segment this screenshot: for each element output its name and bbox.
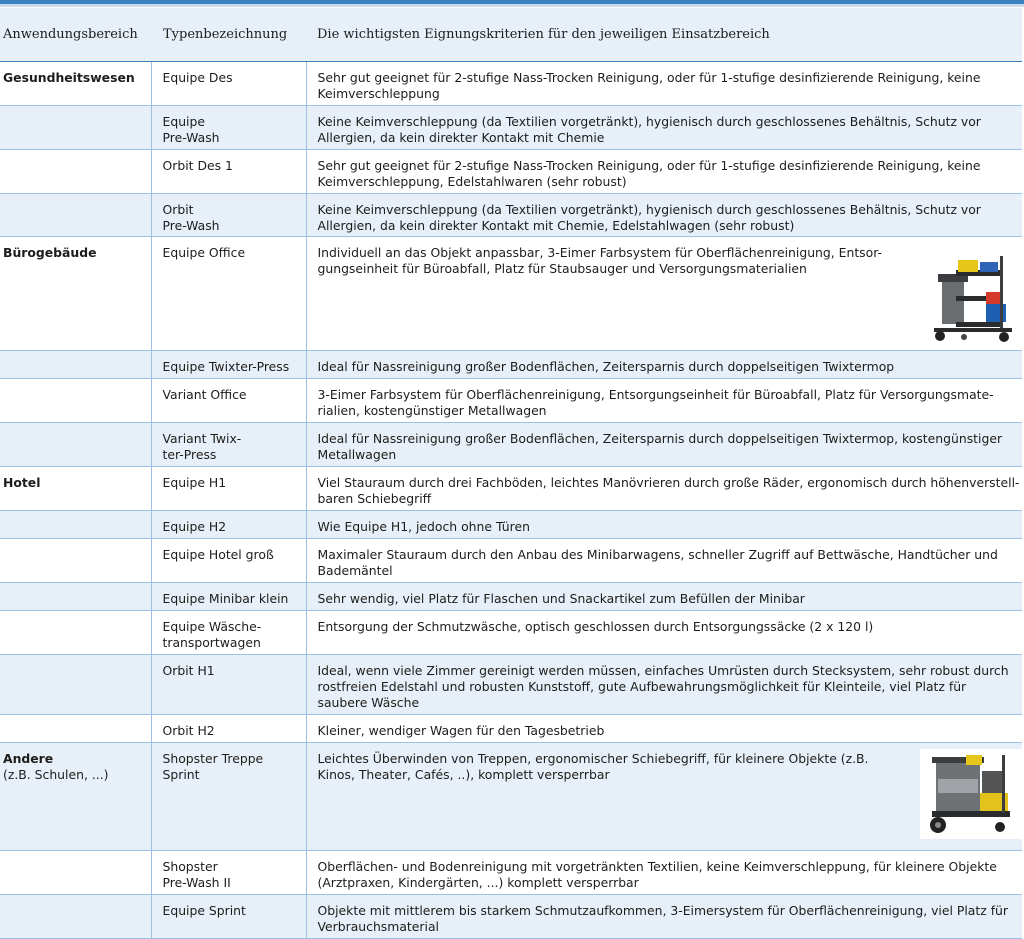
criteria-text-line: Leichtes Überwinden von Treppen, ergonomischer Schiebegriff, für kleinere Objekte (z.B. (317, 751, 869, 766)
criteria-text-line: rialien, kostengünstiger Metallwagen (317, 403, 547, 418)
table-row (0, 655, 1022, 715)
criteria-text-line: Objekte mit mittlerem bis starkem Schmutzaufkommen, 3-Eimersystem für Oberflächenreinigung, viel Platz für (317, 903, 1008, 918)
cell-anwendungsbereich (0, 611, 151, 655)
type-label-line: Equipe H1 (162, 475, 227, 490)
header-typenbezeichnung: Typenbezeichnung (151, 8, 306, 62)
criteria-text-line: Ideal für Nassreinigung großer Bodenflächen, Zeitersparnis durch doppelseitigen Twixtermop, kostengünstiger (317, 431, 1003, 446)
criteria-text-line: Kleiner, wendiger Wagen für den Tagesbetrieb (317, 723, 605, 738)
cell-eignungskriterien (306, 194, 1022, 237)
criteria-text-line: Ideal für Nassreinigung großer Bodenflächen, Zeitersparnis durch doppelseitigen Twixtermop (317, 359, 895, 374)
criteria-text-line: Metallwagen (317, 447, 397, 462)
cell-typenbezeichnung (151, 611, 306, 655)
cell-typenbezeichnung (151, 851, 306, 895)
criteria-text-line: gungseinheit für Büroabfall, Platz für Staubsauger und Versorgungsmaterialien (317, 261, 807, 276)
cell-eignungskriterien (306, 611, 1022, 655)
cell-eignungskriterien (306, 106, 1022, 150)
cell-eignungskriterien (306, 423, 1022, 467)
cell-anwendungsbereich (0, 351, 151, 379)
table-row (0, 851, 1022, 895)
cleaning-cart-shopster-image (920, 749, 1022, 839)
cell-anwendungsbereich (0, 851, 151, 895)
cell-typenbezeichnung (151, 743, 306, 851)
cell-eignungskriterien (306, 237, 1022, 351)
criteria-text-line: Allergien, da kein direkter Kontakt mit Chemie, Edelstahlwagen (sehr robust) (317, 218, 795, 233)
top-accent-bar-light (0, 4, 1024, 7)
cell-typenbezeichnung (151, 106, 306, 150)
criteria-text-line: Allergien, da kein direkter Kontakt mit Chemie (317, 130, 605, 145)
cell-typenbezeichnung (151, 62, 306, 106)
table-row (0, 611, 1022, 655)
table-row (0, 467, 1022, 511)
type-label-line: Pre-Wash (162, 218, 220, 233)
criteria-text-line: baren Schiebegriff (317, 491, 432, 506)
table-header-row (0, 8, 1022, 62)
type-label-line: Variant Twix- (162, 431, 242, 446)
criteria-text-line: rostfreien Edelstahl und robusten Kunststoff, gute Aufbewahrungsmöglichkeit für Kleinteile, viel Platz für (317, 679, 967, 694)
table-row (0, 539, 1022, 583)
cell-eignungskriterien (306, 511, 1022, 539)
table-row (0, 150, 1022, 194)
cell-anwendungsbereich (0, 237, 151, 351)
type-label-line: Equipe Office (162, 245, 246, 260)
cell-eignungskriterien (306, 851, 1022, 895)
criteria-text-line: Entsorgung der Schmutzwäsche, optisch geschlossen durch Entsorgungssäcke (2 x 120 l) (317, 619, 874, 634)
header-eignungskriterien: Die wichtigsten Eignungskriterien für den jeweiligen Einsatzbereich (306, 8, 1022, 62)
cell-typenbezeichnung (151, 237, 306, 351)
criteria-text-line: Sehr gut geeignet für 2-stufige Nass-Trocken Reinigung, oder für 1-stufige desinfizierende Reinigung, keine (317, 158, 981, 173)
cell-typenbezeichnung (151, 150, 306, 194)
criteria-text-line: Bademäntel (317, 563, 393, 578)
cell-anwendungsbereich (0, 194, 151, 237)
type-label-line: transportwagen (162, 635, 261, 650)
criteria-text-line: Keimverschleppung (317, 86, 440, 101)
cell-eignungskriterien (306, 743, 1022, 851)
table-row (0, 715, 1022, 743)
type-label-line: Equipe Sprint (162, 903, 246, 918)
cell-eignungskriterien (306, 715, 1022, 743)
cell-typenbezeichnung (151, 655, 306, 715)
criteria-text-line: Keine Keimverschleppung (da Textilien vorgetränkt), hygienisch durch geschlossenes Behältnis, Schutz vor (317, 202, 981, 217)
category-label: Hotel (3, 475, 41, 490)
cell-typenbezeichnung (151, 194, 306, 237)
cell-eignungskriterien (306, 150, 1022, 194)
criteria-text-line: Oberflächen- und Bodenreinigung mit vorgetränkten Textilien, keine Keimverschleppung, für kleinere Objekte (317, 859, 997, 874)
table-row (0, 511, 1022, 539)
type-label-line: Shopster Treppe (162, 751, 264, 766)
category-label: Gesundheitswesen (3, 70, 135, 85)
table-row (0, 194, 1022, 237)
type-label-line: Equipe Wäsche- (162, 619, 262, 634)
type-label-line: Equipe H2 (162, 519, 227, 534)
type-label-line: Pre-Wash (162, 130, 220, 145)
cell-eignungskriterien (306, 655, 1022, 715)
type-label-line: Orbit H2 (162, 723, 215, 738)
cell-eignungskriterien (306, 351, 1022, 379)
cell-anwendungsbereich (0, 655, 151, 715)
criteria-text-line: Sehr gut geeignet für 2-stufige Nass-Trocken Reinigung, oder für 1-stufige desinfizierende Reinigung, keine (317, 70, 981, 85)
cell-anwendungsbereich (0, 467, 151, 511)
criteria-text-line: Kinos, Theater, Cafés, ..), komplett versperrbar (317, 767, 610, 782)
table-row (0, 351, 1022, 379)
cell-anwendungsbereich (0, 423, 151, 467)
cell-typenbezeichnung (151, 379, 306, 423)
type-label-line: Pre-Wash II (162, 875, 231, 890)
criteria-text-line: saubere Wäsche (317, 695, 420, 710)
type-label-line: Equipe (162, 114, 205, 129)
table-row (0, 895, 1022, 939)
criteria-text-line: Maximaler Stauraum durch den Anbau des Minibarwagens, schneller Zugriff auf Bettwäsche, Handtücher und (317, 547, 998, 562)
cell-typenbezeichnung (151, 511, 306, 539)
cell-eignungskriterien (306, 583, 1022, 611)
cell-typenbezeichnung (151, 351, 306, 379)
table-row (0, 237, 1022, 351)
criteria-text-line: 3-Eimer Farbsystem für Oberflächenreinigung, Entsorgungseinheit für Büroabfall, Platz für Versorgungsmate- (317, 387, 994, 402)
cell-typenbezeichnung (151, 895, 306, 939)
table-row (0, 379, 1022, 423)
criteria-text-line: Wie Equipe H1, jedoch ohne Türen (317, 519, 530, 534)
cell-eignungskriterien (306, 379, 1022, 423)
type-label-line: Equipe Minibar klein (162, 591, 289, 606)
cell-anwendungsbereich (0, 539, 151, 583)
table-row (0, 583, 1022, 611)
criteria-text-line: Sehr wendig, viel Platz für Flaschen und Snackartikel zum Befüllen der Minibar (317, 591, 805, 606)
type-label-line: Orbit (162, 202, 194, 217)
header-anwendungsbereich: Anwendungsbereich (0, 8, 151, 62)
cell-anwendungsbereich (0, 743, 151, 851)
table-row (0, 106, 1022, 150)
type-label-line: Equipe Hotel groß (162, 547, 274, 562)
criteria-text-line: Viel Stauraum durch drei Fachböden, leichtes Manövrieren durch große Räder, ergonomisch durch höhenverstell- (317, 475, 1020, 490)
type-label-line: Variant Office (162, 387, 247, 402)
criteria-text-line: Keine Keimverschleppung (da Textilien vorgetränkt), hygienisch durch geschlossenes Behältnis, Schutz vor (317, 114, 981, 129)
category-sublabel: (z.B. Schulen, ...) (3, 767, 109, 782)
type-label-line: Equipe Des (162, 70, 233, 85)
cleaning-cart-office-image (928, 244, 1020, 346)
criteria-text-line: (Arztpraxen, Kindergärten, ...) komplett versperrbar (317, 875, 639, 890)
cell-anwendungsbereich (0, 895, 151, 939)
table-row (0, 62, 1022, 106)
cell-anwendungsbereich (0, 379, 151, 423)
cell-anwendungsbereich (0, 106, 151, 150)
category-label: Andere (3, 751, 54, 766)
cell-typenbezeichnung (151, 423, 306, 467)
type-label-line: ter-Press (162, 447, 217, 462)
criteria-text-line: Ideal, wenn viele Zimmer gereinigt werden müssen, einfaches Umrüsten durch Stecksystem, sehr robust durch (317, 663, 1009, 678)
type-label-line: Orbit Des 1 (162, 158, 233, 173)
cell-anwendungsbereich (0, 715, 151, 743)
table-row (0, 743, 1022, 851)
cell-anwendungsbereich (0, 150, 151, 194)
cell-eignungskriterien (306, 895, 1022, 939)
cell-typenbezeichnung (151, 539, 306, 583)
cell-typenbezeichnung (151, 583, 306, 611)
criteria-text-line: Individuell an das Objekt anpassbar, 3-Eimer Farbsystem für Oberflächenreinigung, Entsor- (317, 245, 882, 260)
cell-anwendungsbereich (0, 511, 151, 539)
cell-eignungskriterien (306, 467, 1022, 511)
type-label-line: Shopster (162, 859, 218, 874)
table-row (0, 423, 1022, 467)
cell-eignungskriterien (306, 539, 1022, 583)
criteria-text-line: Verbrauchsmaterial (317, 919, 439, 934)
type-label-line: Sprint (162, 767, 200, 782)
criteria-text-line: Keimverschleppung, Edelstahlwaren (sehr robust) (317, 174, 627, 189)
product-criteria-table (0, 8, 1022, 939)
cell-typenbezeichnung (151, 715, 306, 743)
cell-typenbezeichnung (151, 467, 306, 511)
category-label: Bürogebäude (3, 245, 97, 260)
type-label-line: Equipe Twixter-Press (162, 359, 290, 374)
cell-anwendungsbereich (0, 62, 151, 106)
cell-anwendungsbereich (0, 583, 151, 611)
type-label-line: Orbit H1 (162, 663, 215, 678)
cell-eignungskriterien (306, 62, 1022, 106)
